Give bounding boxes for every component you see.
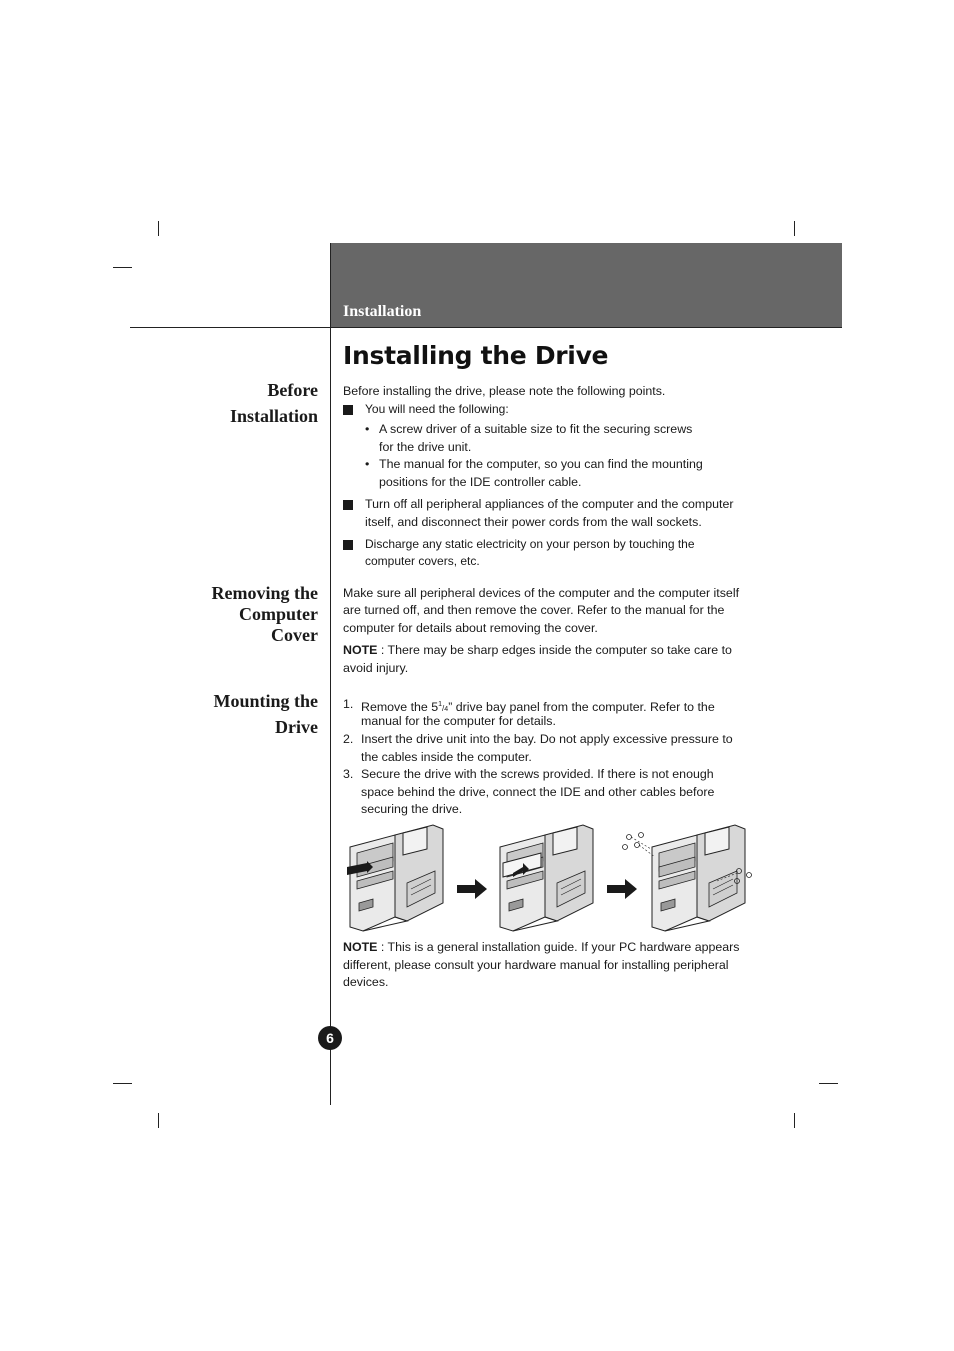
intro-text: Before installing the drive, please note the following points. [343, 384, 666, 398]
illustration-step-1 [347, 825, 443, 931]
arrow-icon [607, 879, 637, 899]
list-item-text: Turn off all peripheral appliances of the computer and the computer [365, 497, 734, 511]
need-label: You will need the following: [365, 402, 509, 416]
removing-text: computer for details about removing the cover. [343, 621, 598, 635]
step-text: securing the drive. [361, 802, 463, 816]
crop-mark [113, 1083, 132, 1084]
square-bullet [343, 405, 353, 415]
install-note [343, 939, 739, 957]
sub-item-text: The manual for the computer, so you can find the mounting [379, 457, 703, 471]
step-text: Secure the drive with the screws provided. If there is not enough [361, 767, 714, 781]
crop-mark [158, 221, 159, 236]
step-text: Insert the drive unit into the bay. Do not apply excessive pressure to [361, 732, 733, 746]
list-item-text: computer covers, etc. [365, 554, 480, 568]
illustration-step-3 [623, 825, 752, 931]
square-bullet [343, 540, 353, 550]
crop-mark [794, 221, 795, 236]
install-note-cont: devices. [343, 975, 389, 989]
crop-mark [794, 1113, 795, 1128]
sidebar-heading-removing-cover: Removing the Computer Cover [211, 583, 318, 645]
square-bullet [343, 500, 353, 510]
list-item-text: itself, and disconnect their power cords from the wall sockets. [365, 515, 702, 529]
list-item-text: Discharge any static electricity on your person by touching the [365, 537, 695, 551]
step-text: space behind the drive, connect the IDE and other cables before [361, 785, 715, 799]
step-number: 3. [343, 767, 354, 781]
illustration-step-2 [500, 825, 593, 931]
removing-text: Make sure all peripheral devices of the computer and the computer itself [343, 586, 740, 600]
sub-item-text: A screw driver of a suitable size to fit the securing screws [379, 422, 693, 436]
sidebar-heading-mounting-drive: Mounting the Drive [213, 691, 318, 737]
arrow-icon [457, 879, 487, 899]
removing-text: are turned off, and then remove the cover. Refer to the manual for the [343, 603, 725, 617]
sidebar-heading-before-installation: Before Installation [229, 380, 318, 426]
step-number: 1. [343, 697, 354, 711]
note-label: NOTE [343, 940, 378, 954]
note-text: : There may be sharp edges inside the computer so take care to [377, 643, 732, 657]
sub-item-text: positions for the IDE controller cable. [379, 475, 582, 489]
removing-note-cont: avoid injury. [343, 661, 409, 675]
crop-mark [819, 1083, 838, 1084]
section-label: Installation [343, 303, 422, 320]
crop-mark [113, 267, 132, 268]
crop-mark [158, 1113, 159, 1128]
note-label: NOTE [343, 643, 378, 657]
step-text: manual for the computer for details. [361, 714, 556, 728]
install-note-cont: different, please consult your hardware manual for installing peripheral [343, 958, 729, 972]
column-rule [330, 243, 331, 1105]
removing-note [343, 642, 732, 660]
page-number: 6 [318, 1026, 342, 1050]
bullet-dot: • [365, 457, 370, 471]
installation-illustration [345, 823, 760, 935]
header-rule [130, 327, 842, 328]
bullet-dot: • [365, 422, 370, 436]
step-number: 2. [343, 732, 354, 746]
step-text: Remove the $5^1/4$” drive bay panel from the computer. Refer to the [361, 700, 715, 715]
sub-item-text: for the drive unit. [379, 440, 472, 454]
step-text: the cables inside the computer. [361, 750, 532, 764]
note-text: : This is a general installation guide. If your PC hardware appears [377, 940, 740, 954]
page-title: Installing the Drive [343, 341, 609, 370]
